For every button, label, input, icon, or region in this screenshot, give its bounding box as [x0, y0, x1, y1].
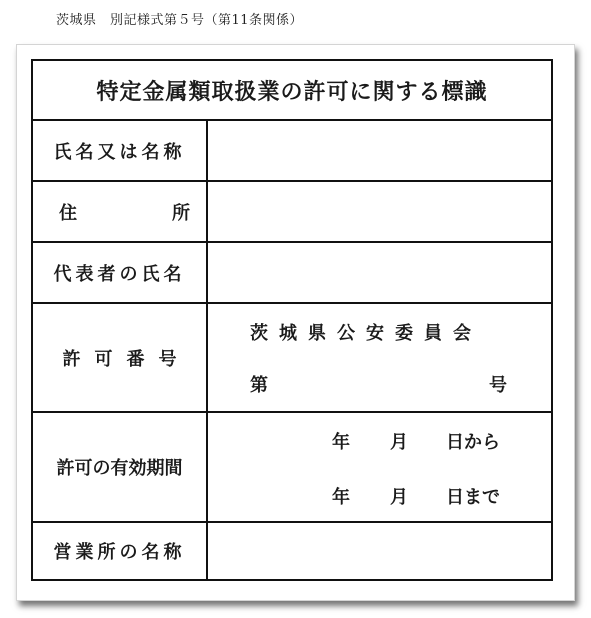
label-permit-period: 許可の有効期間	[33, 413, 208, 521]
form-caption: 茨城県 別記様式第５号（第11条関係）	[56, 13, 304, 28]
row-address	[33, 182, 551, 243]
label-permit-number: 許可番号	[33, 304, 208, 411]
row-permit-period	[33, 413, 551, 523]
permit-authority: 茨城県公安委員会	[250, 323, 482, 344]
sign-table	[31, 59, 553, 581]
value-address	[208, 182, 551, 241]
value-representative	[208, 243, 551, 302]
label-office-name: 営業所の名称	[33, 523, 208, 579]
paper-sheet	[16, 44, 575, 601]
label-representative: 代表者の氏名	[33, 243, 208, 302]
period-end-year: 年	[332, 487, 350, 508]
row-office-name	[33, 523, 551, 579]
period-start-year: 年	[332, 432, 350, 453]
label-address	[33, 182, 208, 241]
label-address-left: 住	[59, 202, 77, 224]
value-permit-period	[208, 413, 551, 521]
value-name	[208, 121, 551, 180]
sign-title: 特定金属類取扱業の許可に関する標識	[33, 61, 551, 121]
period-start-day: 日から	[446, 432, 500, 453]
row-representative	[33, 243, 551, 304]
period-end-day: 日まで	[446, 487, 500, 508]
row-name	[33, 121, 551, 182]
value-permit-number	[208, 304, 551, 411]
permit-number-suffix: 号	[489, 375, 507, 396]
period-start-month: 月	[390, 432, 408, 453]
label-address-right: 所	[172, 202, 190, 224]
row-permit-number	[33, 304, 551, 413]
permit-number-prefix: 第	[250, 375, 268, 396]
period-end-month: 月	[390, 487, 408, 508]
value-office-name	[208, 523, 551, 579]
label-name: 氏名又は名称	[33, 121, 208, 180]
